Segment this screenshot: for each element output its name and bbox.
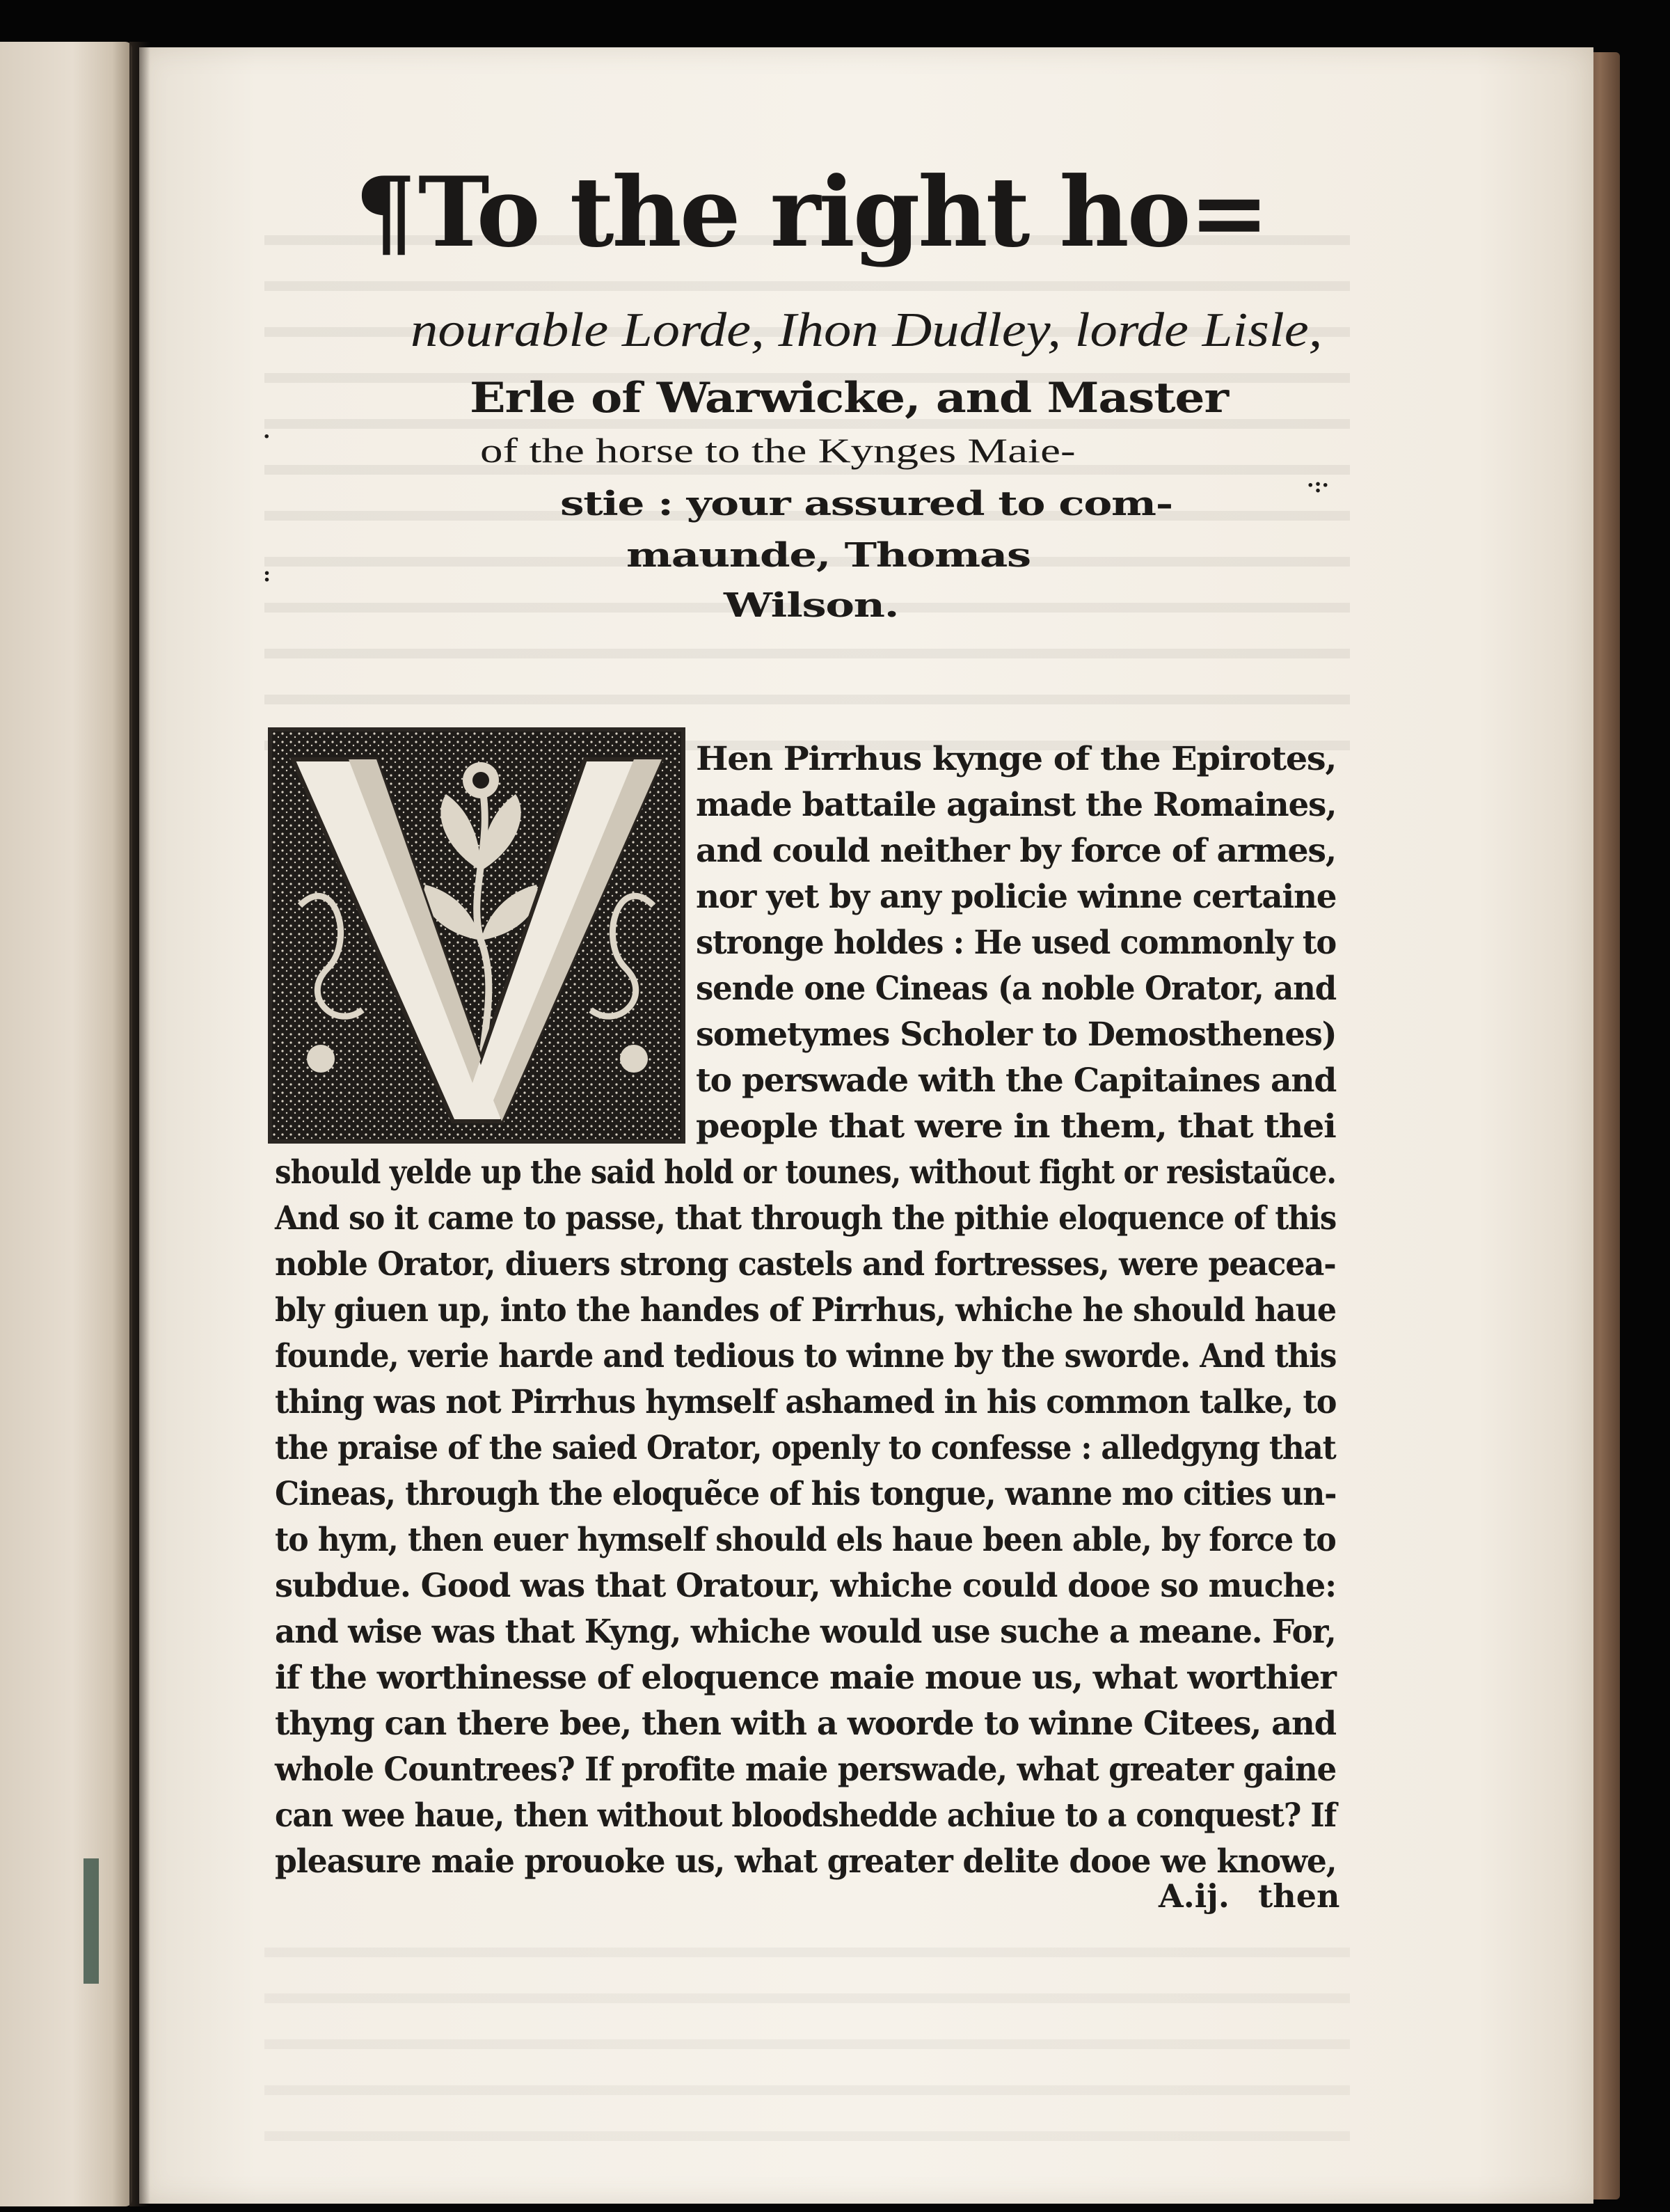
stray-dot-left: · [263, 425, 271, 449]
stray-dot-left-2: : [263, 562, 271, 587]
body-line-3: and could neither by force of armes, [696, 832, 1337, 870]
body-line-10: should yelde up the said hold or tounes, without fight or resistaũce. [275, 1153, 1336, 1192]
binding-thread [84, 1858, 99, 1984]
body-line-11: And so it came to passe, that through the pithie eloquence of this [275, 1199, 1337, 1238]
signature-mark: A.ij. [1159, 1877, 1230, 1915]
body-line-1: Hen Pirrhus kynge of the Epirotes, [696, 740, 1337, 778]
body-line-5: stronge holdes : He used commonly to [696, 924, 1337, 962]
body-line-25: pleasure maie prouoke us, what greater delite dooe we knowe, [275, 1842, 1337, 1881]
body-line-20: and wise was that Kyng, whiche would use suche a meane. For, [275, 1613, 1336, 1651]
body-line-17: Cineas, through the eloquẽce of his tongue, wanne mo cities un- [275, 1475, 1337, 1513]
body-line-9: people that were in them, that thei [696, 1107, 1336, 1146]
body-line-22: thyng can there bee, then with a woorde to winne Citees, and [275, 1705, 1336, 1743]
pilcrow-mark: ¶ [355, 155, 414, 269]
body-line-7: sometymes Scholer to Demosthenes) [696, 1016, 1337, 1054]
heading-line-6: Wilson. [724, 586, 899, 625]
body-line-13: bly giuen up, into the handes of Pirrhus, whiche he should haue [275, 1291, 1336, 1329]
heading-line-3: of the horse to the Kynges Maie- [480, 431, 1076, 470]
title-text: To the right ho= [418, 155, 1268, 269]
body-line-12: noble Orator, diuers strong castels and fortresses, were peacea- [275, 1245, 1336, 1283]
catchword: then [1258, 1877, 1340, 1915]
body-line-2: made battaile against the Romaines, [696, 786, 1337, 824]
body-line-19: subdue. Good was that Oratour, whiche could dooe so muche: [275, 1567, 1336, 1605]
body-line-16: the praise of the saied Orator, openly to confesse : alledgyng that [275, 1429, 1336, 1467]
heading-line-1: nourable Lorde, Ihon Dudley, lorde Lisle, [411, 303, 1323, 357]
page-title [355, 143, 1273, 282]
body-line-24: can wee haue, then without bloodshedde achiue to a conquest? If [275, 1796, 1337, 1835]
body-line-6: sende one Cineas (a noble Orator, and [696, 970, 1336, 1008]
stray-dot-right: ·:· [1307, 473, 1329, 498]
body-line-14: founde, verie harde and tedious to winne by the sworde. And this [275, 1337, 1337, 1375]
initial-ornament-icon [272, 732, 681, 1139]
body-line-4: nor yet by any policie winne certaine [696, 878, 1337, 916]
body-line-18: to hym, then euer hymself should els haue been able, by force to [275, 1521, 1336, 1559]
body-line-8: to perswade with the Capitaines and [696, 1061, 1337, 1100]
body-line-23: whole Countrees? If profite maie perswade, what greater gaine [275, 1751, 1337, 1789]
heading-line-4: stie : your assured to com- [560, 484, 1172, 523]
left-facing-page [0, 42, 132, 2206]
heading-line-2: Erle of Warwicke, and Master [470, 374, 1228, 422]
heading-line-5: maunde, Thomas [626, 536, 1031, 575]
spine-shadow [129, 42, 150, 2206]
body-line-15: thing was not Pirrhus hymself ashamed in his common talke, to [275, 1383, 1337, 1421]
decorated-initial [268, 727, 685, 1144]
body-line-21: if the worthinesse of eloquence maie moue us, what worthier [275, 1659, 1336, 1697]
show-through-text-lower [264, 1921, 1350, 2144]
